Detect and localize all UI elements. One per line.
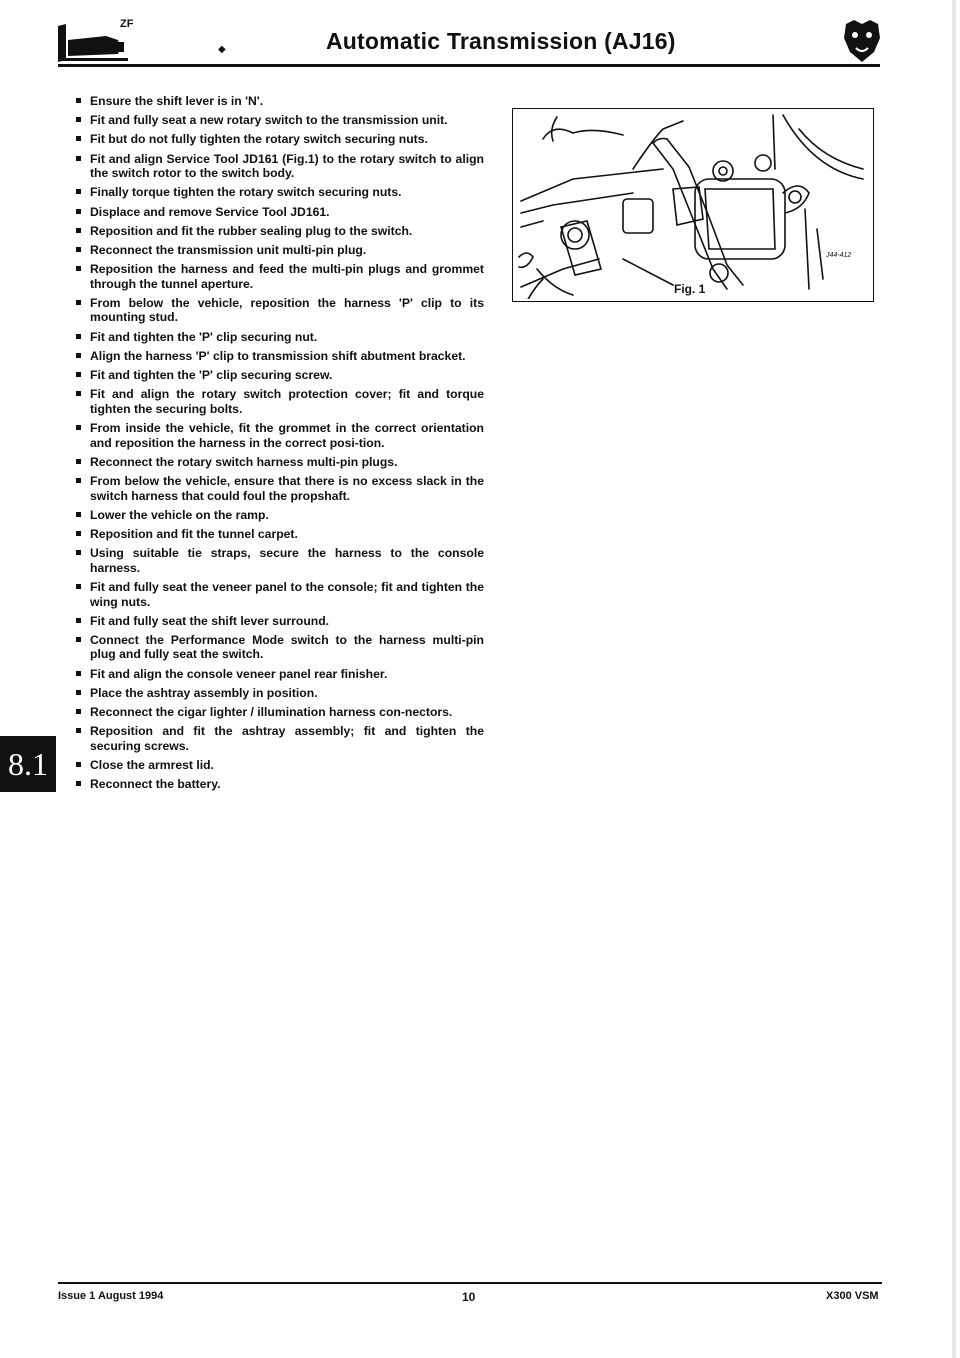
step-item: Fit and fully seat a new rotary switch to the transmission unit. (74, 113, 484, 128)
step-item: Displace and remove Service Tool JD161. (74, 205, 484, 220)
step-item: Connect the Performance Mode switch to the harness multi-pin plug and fully seat the switch. (74, 633, 484, 662)
step-item: Reconnect the cigar lighter / illumination harness con-nectors. (74, 705, 484, 720)
step-item: Fit and align the rotary switch protection cover; fit and torque tighten the securing bolts. (74, 387, 484, 416)
step-item: From inside the vehicle, fit the grommet in the correct orientation and reposition the harness in the correct posi-tion. (74, 421, 484, 450)
page-title: Automatic Transmission (AJ16) (326, 28, 676, 54)
brand-mark: ZF (120, 18, 134, 30)
step-item: Reposition the harness and feed the multi-pin plugs and grommet through the tunnel aperture. (74, 262, 484, 291)
step-item: Align the harness 'P' clip to transmission shift abutment bracket. (74, 349, 484, 364)
step-item: Finally torque tighten the rotary switch securing nuts. (74, 185, 484, 200)
step-item: Reconnect the transmission unit multi-pin plug. (74, 243, 484, 258)
jaguar-head-icon (842, 18, 882, 64)
step-item: Reposition and fit the tunnel carpet. (74, 527, 484, 542)
step-item: Fit and align the console veneer panel rear finisher. (74, 667, 484, 682)
step-item: Fit and tighten the 'P' clip securing screw. (74, 368, 484, 383)
procedure-steps (74, 94, 484, 796)
step-item: Close the armrest lid. (74, 758, 484, 773)
rotary-switch-illustration (513, 109, 872, 299)
step-item: Fit but do not fully tighten the rotary switch securing nuts. (74, 132, 484, 147)
figure-caption: Fig. 1 (674, 282, 706, 296)
step-item: Place the ashtray assembly in position. (74, 686, 484, 701)
header-arrow-icon: ◆ (218, 44, 226, 55)
step-item: Fit and align Service Tool JD161 (Fig.1) to the rotary switch to align the switch rotor to the switch body. (74, 152, 484, 181)
step-item: Ensure the shift lever is in 'N'. (74, 94, 484, 109)
step-item: Reposition and fit the ashtray assembly; fit and tighten the securing screws. (74, 724, 484, 753)
step-item: From below the vehicle, reposition the harness 'P' clip to its mounting stud. (74, 296, 484, 325)
step-item: Fit and fully seat the shift lever surround. (74, 614, 484, 629)
figure-reference: J44-412 (826, 252, 852, 259)
figure-frame (512, 108, 874, 302)
step-item: From below the vehicle, ensure that there is no excess slack in the switch harness that could foul the propshaft. (74, 474, 484, 503)
page-header (0, 0, 960, 72)
footer-rule (58, 1282, 882, 1284)
step-item: Fit and fully seat the veneer panel to the console; fit and tighten the wing nuts. (74, 580, 484, 609)
step-item: Fit and tighten the 'P' clip securing nut. (74, 330, 484, 345)
footer-issue: Issue 1 August 1994 (58, 1290, 164, 1302)
step-item: Reconnect the rotary switch harness multi-pin plugs. (74, 455, 484, 470)
step-item: Using suitable tie straps, secure the harness to the console harness. (74, 546, 484, 575)
step-item: Reposition and fit the rubber sealing plug to the switch. (74, 224, 484, 239)
page-number: 10 (462, 1290, 476, 1304)
header-rule (58, 64, 880, 67)
page-edge (952, 0, 956, 1358)
step-item: Reconnect the battery. (74, 777, 484, 792)
step-item: Lower the vehicle on the ramp. (74, 508, 484, 523)
footer-manual: X300 VSM (826, 1290, 879, 1302)
section-tab: 8.1 (0, 736, 56, 792)
